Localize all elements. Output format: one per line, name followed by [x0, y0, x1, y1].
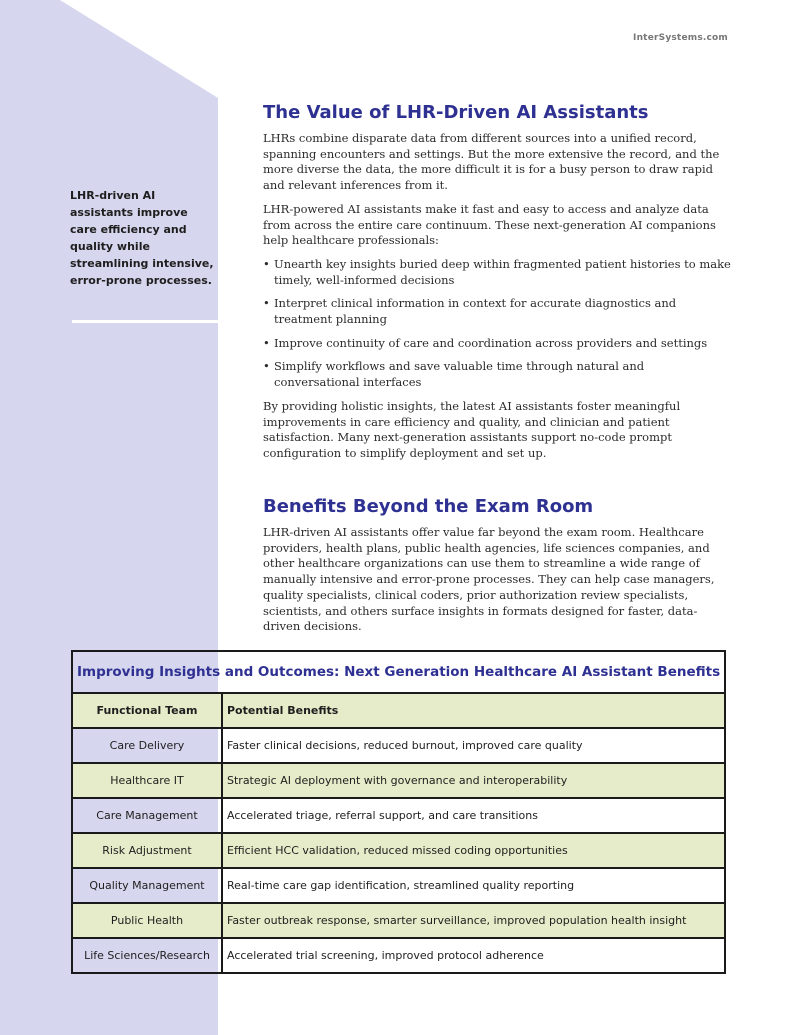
table-cell-benefit: Strategic AI deployment with governance and interoperability	[222, 763, 724, 798]
bullet-icon: •	[263, 256, 270, 271]
benefits-grid	[73, 694, 724, 972]
table-row	[73, 903, 724, 938]
table-cell-team: Public Health	[73, 903, 222, 938]
bullet-icon: •	[263, 335, 270, 350]
callout-divider	[72, 320, 218, 323]
table-cell-benefit: Real-time care gap identification, streamlined quality reporting	[222, 868, 724, 903]
table-row	[73, 728, 724, 763]
list-item-text: Interpret clinical information in context for accurate diagnostics and treatment planning	[274, 296, 677, 327]
table-row	[73, 798, 724, 833]
bullet-icon: •	[263, 359, 270, 374]
table-cell-benefit: Efficient HCC validation, reduced missed coding opportunities	[222, 833, 724, 868]
table-row	[73, 763, 724, 798]
list-item	[263, 296, 733, 327]
list-item	[263, 336, 733, 352]
table-title: Improving Insights and Outcomes: Next Generation Healthcare AI Assistant Benefits	[73, 652, 724, 694]
site-url[interactable]: InterSystems.com	[633, 33, 728, 43]
paragraph: By providing holistic insights, the latest AI assistants foster meaningful improvements in care efficiency and quality, and clinician and patient satisfaction. Many next-generation assistants support no-code prompt configuration to simplify deployment and set up.	[263, 398, 681, 460]
benefit-list	[263, 257, 733, 391]
bullet-icon: •	[263, 296, 270, 311]
section-title: The Value of LHR-Driven AI Assistants	[263, 102, 649, 123]
table-header-row	[73, 694, 724, 728]
list-item-text: Unearth key insights buried deep within fragmented patient histories to make timely, well-informed decisions	[274, 256, 731, 287]
sidebar-callout: LHR-driven AI assistants improve care efficiency and quality while streamlining intensive, error-prone processes.	[70, 189, 214, 287]
column-header: Potential Benefits	[222, 694, 724, 728]
table-cell-team: Healthcare IT	[73, 763, 222, 798]
section-benefits-beyond-exam-room	[263, 495, 733, 635]
table-cell-team: Care Delivery	[73, 728, 222, 763]
table-row	[73, 833, 724, 868]
table-row	[73, 938, 724, 972]
table-cell-benefit: Faster outbreak response, smarter surveillance, improved population health insight	[222, 903, 724, 938]
table-cell-benefit: Faster clinical decisions, reduced burnout, improved care quality	[222, 728, 724, 763]
column-header: Functional Team	[73, 694, 222, 728]
list-item	[263, 257, 733, 288]
list-item	[263, 359, 733, 390]
section-value-of-lhr	[263, 101, 733, 462]
benefits-table	[71, 650, 726, 974]
table-cell-benefit: Accelerated trial screening, improved protocol adherence	[222, 938, 724, 972]
list-item-text: Simplify workflows and save valuable time through natural and conversational interfaces	[274, 359, 645, 390]
table-cell-team: Life Sciences/Research	[73, 938, 222, 972]
paragraph: LHRs combine disparate data from different sources into a unified record, spanning encounters and settings. But the more extensive the record, and the more diverse the data, the more difficult it is for a busy person to draw rapid and relevant inferences from it.	[263, 131, 720, 193]
section-title: Benefits Beyond the Exam Room	[263, 496, 594, 517]
table-cell-team: Risk Adjustment	[73, 833, 222, 868]
list-item-text: Improve continuity of care and coordination across providers and settings	[274, 335, 708, 350]
table-cell-team: Quality Management	[73, 868, 222, 903]
paragraph: LHR-driven AI assistants offer value far beyond the exam room. Healthcare providers, health plans, public health agencies, life sciences companies, and other healthcare organizations can use them to streamline a wide range of manually intensive and error-prone processes. They can help case managers, quality specialists, clinical coders, prior authorization review specialists, scientists, and others surface insights in formats designed for faster, data-driven decisions.	[263, 525, 715, 634]
table-cell-team: Care Management	[73, 798, 222, 833]
table-cell-benefit: Accelerated triage, referral support, and care transitions	[222, 798, 724, 833]
table-row	[73, 868, 724, 903]
paragraph: LHR-powered AI assistants make it fast and easy to access and analyze data from across the entire care continuum. These next-generation AI companions help healthcare professionals:	[263, 201, 716, 248]
